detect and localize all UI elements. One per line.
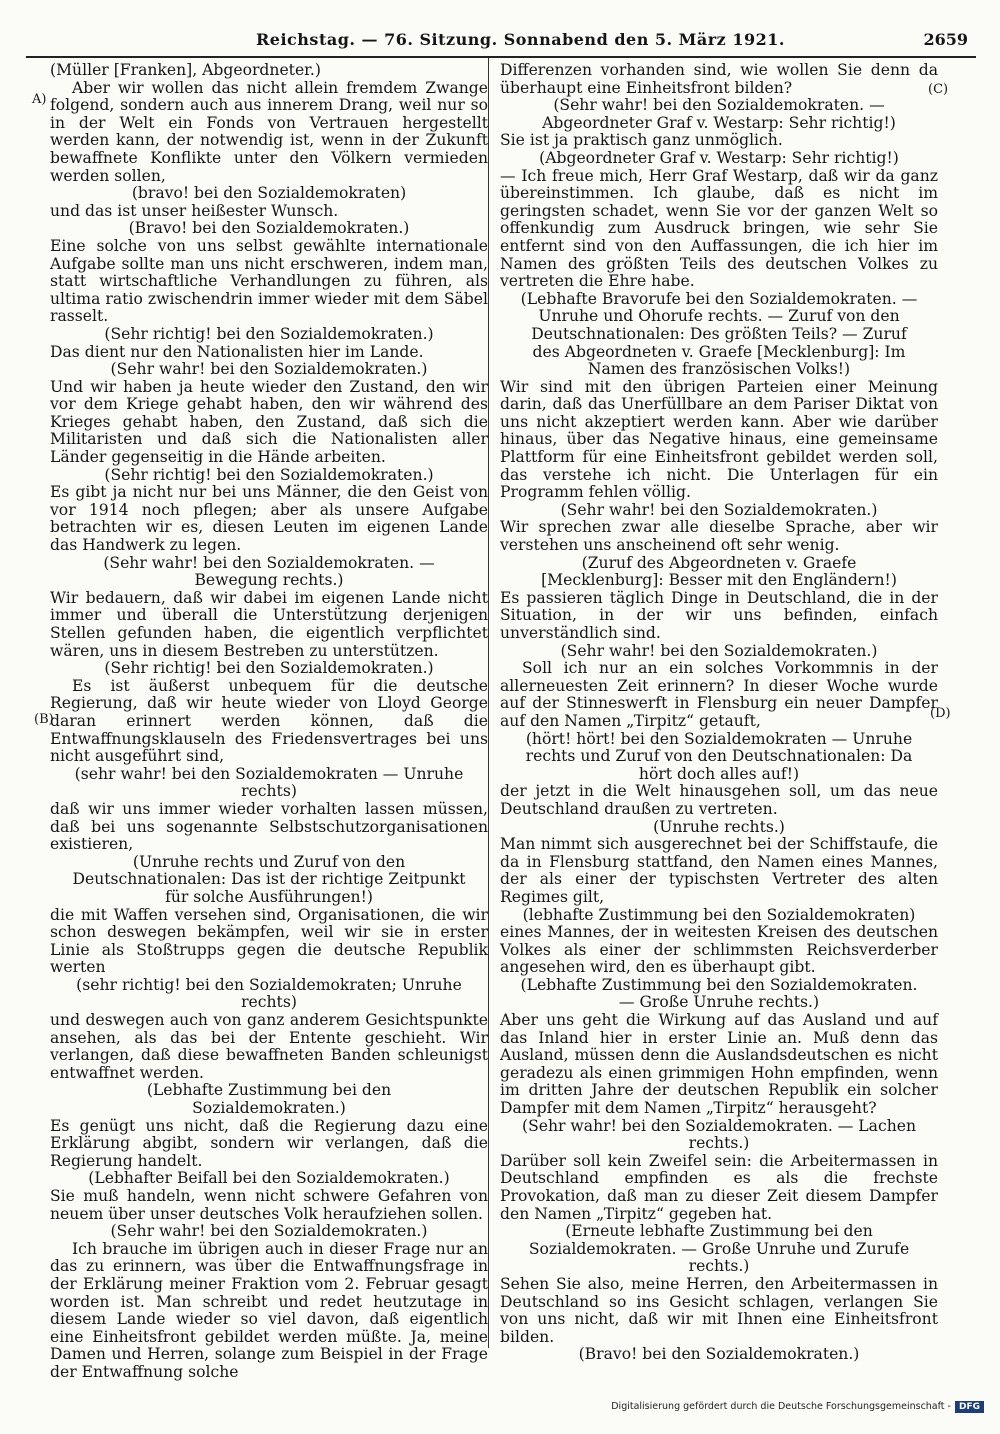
paragraph: Soll ich nur an ein solches Vorkommnis in der allerneuesten Zeit erinnern? In dieser Woche wurde auf der Stinneswerft in Flensburg ein neuer Dampfer auf den Namen „Tirpitz“ getauft,	[500, 659, 938, 730]
paragraph: Es gibt ja nicht nur bei uns Männer, die den Geist von vor 1914 noch pflegen; aber als unsere Aufgabe betrachten wir es, diesen Leuten im eigenen Lande das Handwerk zu legen.	[50, 483, 488, 555]
paragraph: (Müller [Franken], Abgeordneter.)	[50, 61, 321, 79]
interjection: (Erneute lebhafte Zustimmung bei den Sozialdemokraten. — Große Unruhe und Zurufe rechts.)	[528, 1222, 910, 1276]
paragraph: Es ist äußerst unbequem für die deutsche Regierung, daß wir heute wieder von Lloyd George daran erinnert werden können, daß die Entwaffnungsklauseln des Friedensvertrages bei uns nicht ausgeführt sind,	[50, 676, 488, 766]
paragraph: Sie ist ja praktisch ganz unmöglich.	[500, 131, 783, 150]
paragraph: daß wir uns immer wieder vorhalten lassen müssen, daß bei uns sogenannte Selbstschutzorganisationen existieren,	[50, 799, 488, 854]
paragraph: Wir bedauern, daß wir dabei im eigenen Lande nicht immer und überall die Unterstützung derjenigen Stellen gefunden haben, die eigentlich verpflichtet wären, uns in diesem Bestreben zu unterstützen.	[50, 588, 488, 660]
page-number: 2659	[923, 30, 968, 49]
paragraph: Eine solche von uns selbst gewählte internationale Aufgabe sollte man uns nicht erschweren, indem man, statt wirtschaftliche Verhandlungen zu führen, als ultima ratio zwischendrin immer wieder mit dem Säbel rasselt.	[50, 236, 488, 326]
interjection: (Sehr richtig! bei den Sozialdemokraten.)	[104, 465, 434, 484]
dfg-logo: DFG	[955, 1401, 984, 1413]
interjection: (hört! hört! bei den Sozialdemokraten — Unruhe rechts und Zuruf von den Deutschnationalen: Da hört doch alles auf!)	[525, 729, 913, 783]
interjection: (Unruhe rechts.)	[653, 817, 785, 836]
interjection: (Lebhafte Zustimmung bei den Sozialdemokraten.)	[146, 1081, 392, 1118]
margin-mark-c: (C)	[928, 82, 949, 97]
interjection: (Sehr richtig! bei den Sozialdemokraten.)	[104, 659, 434, 678]
paragraph: die mit Waffen versehen sind, Organisationen, die wir schon deswegen bekämpfen, weil wir sie in erster Linie als Stoßtrupps gegen die deutsche Republik werten	[50, 905, 488, 977]
footer	[611, 1401, 984, 1413]
paragraph: Und wir haben ja heute wieder den Zustand, den wir vor dem Kriege gehabt haben, den wir während des Krieges gehabt haben, den Zustand, daß sich die Militaristen und daß sich die Nationalisten aller Länder gegenseitig in die Hände arbeiten.	[50, 377, 488, 467]
paragraph: Das dient nur den Nationalisten hier im Lande.	[50, 342, 424, 361]
paragraph: — Ich freue mich, Herr Graf Westarp, daß wir da ganz übereinstimmen. Ich glaube, daß es nicht im geringsten schadet, wenn Sie vor der ganzen Welt so offenkundig zum Ausdruck bringen, wie sehr Sie entfernt sind von den Auffassungen, die ich hier im Namen des größten Teils des deutschen Volkes zu vertreten die Ehre habe.	[500, 166, 938, 291]
interjection: (Abgeordneter Graf v. Westarp: Sehr richtig!)	[539, 148, 899, 167]
paragraph: Aber uns geht die Wirkung auf das Ausland und auf das Inland hier in erster Linie an. Muß denn das Ausland, müssen denn die Auslandsdeutschen es nicht geradezu als einen grimmigen Hohn empfinden, wenn im dritten Jahre der deutschen Republik ein solcher Dampfer mit dem Namen „Tirpitz“ herausgeht?	[500, 1011, 938, 1118]
paragraph: Es genügt uns nicht, daß die Regierung dazu eine Erklärung abgibt, sondern wir verlangen, daß die Regierung handelt.	[50, 1116, 488, 1170]
interjection: (Bravo! bei den Sozialdemokraten.)	[128, 219, 410, 238]
interjection: (bravo! bei den Sozialdemokraten)	[131, 184, 407, 203]
header-rule	[26, 56, 976, 58]
interjection: (Sehr wahr! bei den Sozialdemokraten. — Abgeordneter Graf v. Westarp: Sehr richtig!)	[542, 96, 896, 132]
interjection: (Sehr wahr! bei den Sozialdemokraten.)	[560, 500, 878, 519]
interjection: (Sehr wahr! bei den Sozialdemokraten. — Bewegung rechts.)	[103, 553, 435, 590]
margin-mark-b: (B)	[34, 712, 54, 727]
paragraph: Sehen Sie also, meine Herren, den Arbeitermassen in Deutschland so ins Gesicht schlagen, verlangen Sie von uns nicht, daß wir mit Ihnen eine Einheitsfront bilden.	[500, 1274, 938, 1346]
paragraph: Sie muß handeln, wenn nicht schwere Gefahren von neuem über unser deutsches Volk heraufziehen sollen.	[50, 1187, 488, 1223]
interjection: (Sehr wahr! bei den Sozialdemokraten.)	[110, 360, 428, 379]
paragraph: Ich brauche im übrigen auch in dieser Frage nur an das zu erinnern, was über die Entwaffnungsfrage in der Erklärung meiner Fraktion vom 2. Februar gesagt worden ist. Man schreibt und redet heutzutage in diesem Lande wieder so viel davon, daß eigentlich eine Einheitsfront gebildet werden müßte. Ja, meine Damen und Herren, solange zum Beispiel in der Frage der Entwaffnung solche	[50, 1239, 488, 1381]
interjection: (Lebhafter Beifall bei den Sozialdemokraten.)	[88, 1169, 450, 1188]
paragraph: eines Mannes, der in weitesten Kreisen des deutschen Volkes als einer der schlimmsten Reichsverderber angesehen wird, den es überhaupt gibt.	[500, 923, 938, 977]
paragraph: Man nimmt sich ausgerechnet bei der Schiffstaufe, die da in Flensburg stattfand, den Namen eines Mannes, der als einer der typischsten Vertreter des alten Regimes gilt,	[500, 835, 938, 906]
interjection: (Zuruf des Abgeordneten v. Graefe [Mecklenburg]: Besser mit den Engländern!)	[541, 553, 897, 590]
interjection: (Bravo! bei den Sozialdemokraten.)	[578, 1345, 860, 1364]
paragraph: Wir sind mit den übrigen Parteien einer Meinung darin, daß das Unerfüllbare an dem Pariser Diktat von uns nicht akzeptiert werden kann. Aber wie darüber hinaus, über das Negative hinaus, eine gemeinsame Plattform für eine Einheitsfront gebildet werden soll, das verstehe ich nicht. Die Unterlagen für ein Programm fehlen völlig.	[500, 377, 938, 502]
paragraph: Differenzen vorhanden sind, wie wollen Sie denn da überhaupt eine Einheitsfront bilden?	[500, 61, 938, 97]
interjection: (Sehr wahr! bei den Sozialdemokraten.)	[110, 1222, 428, 1241]
column-divider	[488, 58, 489, 1348]
paragraph: Es passieren täglich Dinge in Deutschland, die in der Situation, in der wir uns befinden, einfach unverständlich sind.	[500, 588, 938, 642]
page-header	[28, 30, 968, 56]
paragraph: der jetzt in die Welt hinausgehen soll, um das neue Deutschland draußen zu vertreten.	[500, 782, 938, 818]
paragraph: Aber wir wollen das nicht allein fremdem Zwange folgend, sondern auch aus innerem Drang, weil nur so in der Welt ein Fonds von Vertrauen hergestellt werden kann, der notwendig ist, wenn in der Zukunft bewaffnete Konflikte unter den Völkern vermieden werden sollen,	[50, 78, 488, 185]
interjection: (Lebhafte Zustimmung bei den Sozialdemokraten. — Große Unruhe rechts.)	[520, 975, 918, 1012]
left-text-column	[50, 62, 488, 1382]
interjection: (sehr wahr! bei den Sozialdemokraten — Unruhe rechts)	[74, 764, 464, 801]
interjection: (Unruhe rechts und Zuruf von den Deutschnationalen: Das ist der richtige Zeitpunkt für solche Ausführungen!)	[72, 852, 466, 906]
paragraph: und das ist unser heißester Wunsch.	[50, 201, 339, 220]
interjection: (Lebhafte Bravorufe bei den Sozialdemokraten. — Unruhe und Ohorufe rechts. — Zuruf von den Deutschnationalen: Des größten Teils? — Zuruf des Abgeordneten v. Graefe [Mecklenburg]: Im Namen des französischen Volks!)	[520, 289, 918, 379]
interjection: (Sehr richtig! bei den Sozialdemokraten.)	[104, 324, 434, 343]
running-title: Reichstag. — 76. Sitzung. Sonnabend den 5. März 1921.	[256, 30, 785, 49]
interjection: (lebhafte Zustimmung bei den Sozialdemokraten)	[522, 905, 916, 924]
paragraph: und deswegen auch von ganz anderem Gesichtspunkte ansehen, als das bei der Entente geschieht. Wir verlangen, daß diese bewaffneten Banden schleunigst entwaffnet werden.	[50, 1011, 488, 1082]
right-text-column	[500, 62, 938, 1364]
paragraph: Darüber soll kein Zweifel sein: die Arbeitermassen in Deutschland empfinden es als die frechste Provokation, daß man zu dieser Zeit diesem Dampfer den Namen „Tirpitz“ gegeben hat.	[500, 1151, 938, 1223]
footer-credit: Digitalisierung gefördert durch die Deutsche Forschungsgemeinschaft -	[611, 1401, 951, 1412]
margin-mark-a: A)	[32, 92, 47, 107]
paragraph: Wir sprechen zwar alle dieselbe Sprache, aber wir verstehen uns anscheinend oft sehr wenig.	[500, 518, 938, 555]
interjection: (Sehr wahr! bei den Sozialdemokraten. — Lachen rechts.)	[521, 1116, 917, 1153]
interjection: (sehr richtig! bei den Sozialdemokraten; Unruhe rechts)	[76, 975, 462, 1012]
interjection: (Sehr wahr! bei den Sozialdemokraten.)	[560, 641, 878, 660]
margin-mark-d: (D)	[930, 706, 951, 721]
